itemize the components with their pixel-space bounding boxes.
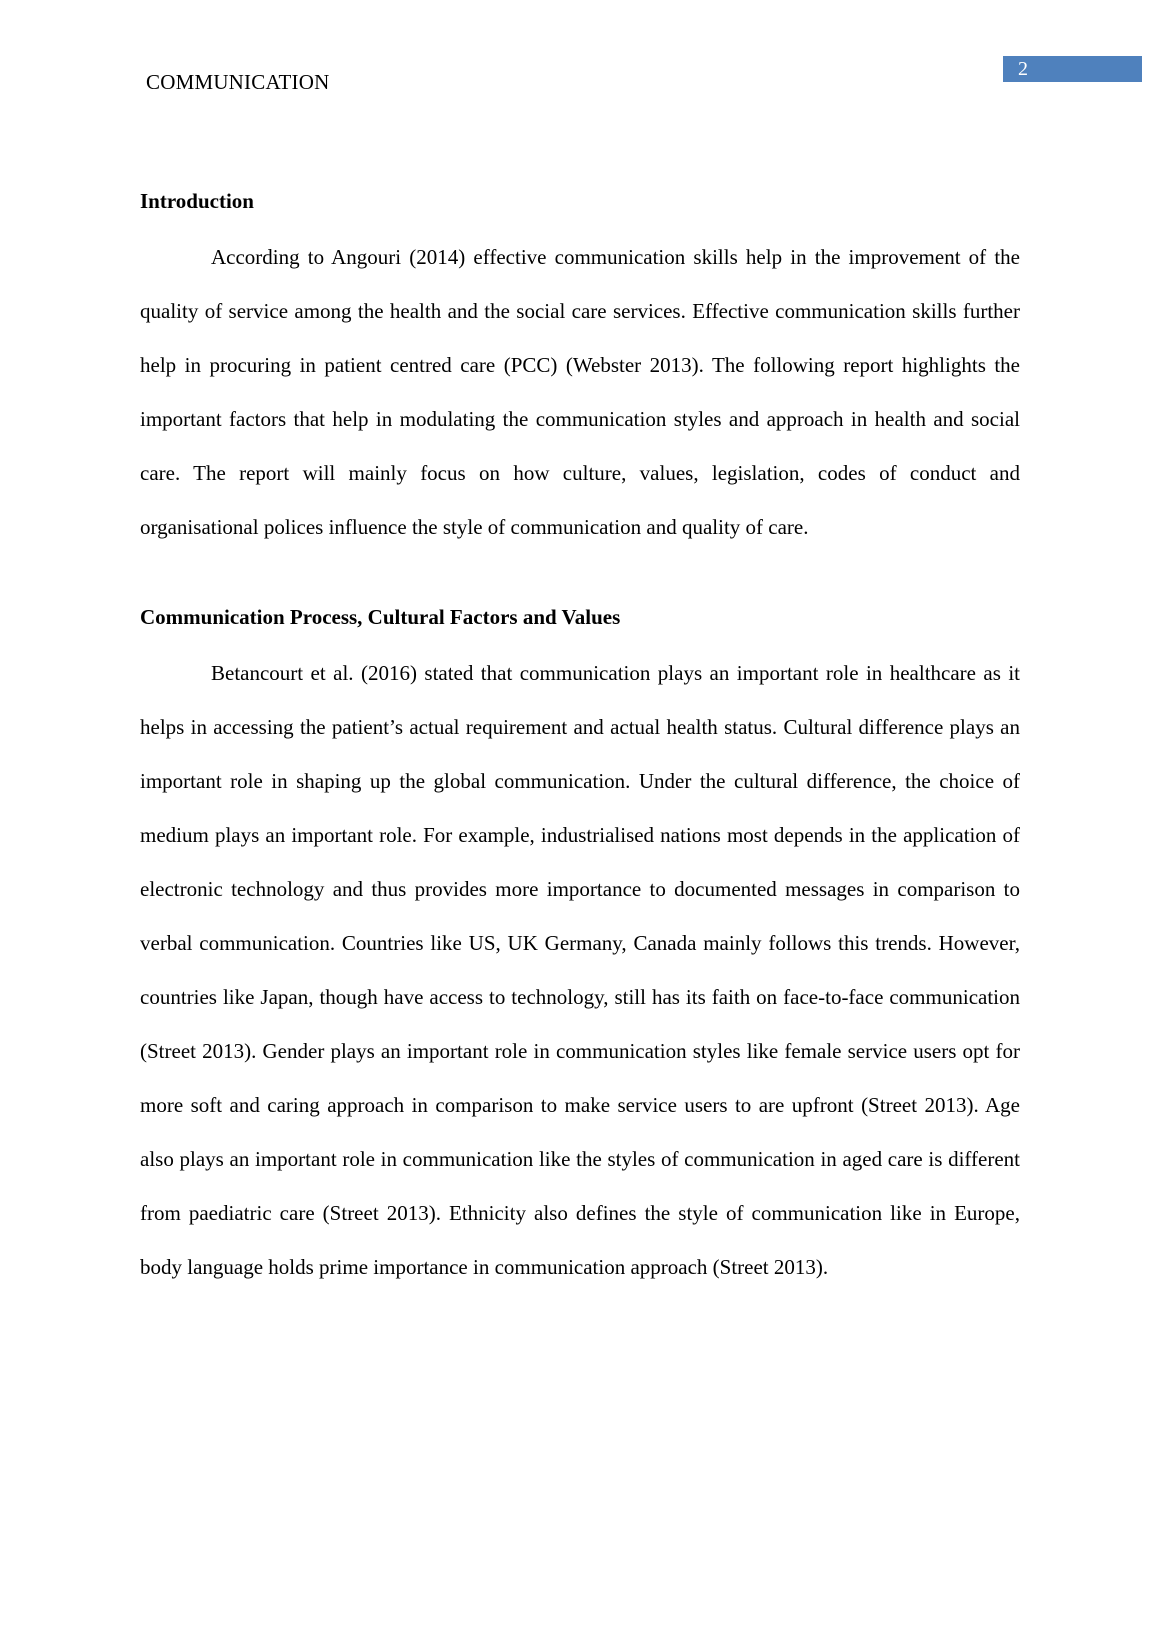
paragraph-communication-process: Betancourt et al. (2016) stated that communication plays an important role in healthcare as it helps in accessing the patient’s actual requirement and actual health status. Cultural difference plays an important role in shaping up the global communication. Under the cultural difference, the choice of medium plays an important role. For example, industrialised nations most depends in the application of electronic technology and thus provides more importance to documented messages in comparison to verbal communication. Countries like US, UK Germany, Canada mainly follows this trends. However, countries like Japan, though have access to technology, still has its faith on face-to-face communication (Street 2013). Gender plays an important role in communication styles like female service users opt for more soft and caring approach in comparison to make service users to are upfront (Street 2013). Age also plays an important role in communication like the styles of communication in aged care is different from paediatric care (Street 2013). Ethnicity also defines the style of communication like in Europe, body language holds prime importance in communication approach (Street 2013). (140, 661, 1020, 1279)
section-heading-introduction: Introduction (140, 189, 254, 213)
paragraph-introduction: According to Angouri (2014) effective communication skills help in the improvement of the quality of service among the health and the social care services. Effective communication skills further help in procuring in patient centred care (PCC) (Webster 2013). The following report highlights the important factors that help in modulating the communication styles and approach in health and social care. The report will mainly focus on how culture, values, legislation, codes of conduct and organisational polices influence the style of communication and quality of care. (140, 245, 1020, 539)
page-number: 2 (1003, 56, 1142, 82)
document-body (140, 184, 1020, 1294)
running-head: COMMUNICATION (146, 70, 330, 94)
section-heading-communication-process: Communication Process, Cultural Factors and Values (140, 605, 621, 629)
